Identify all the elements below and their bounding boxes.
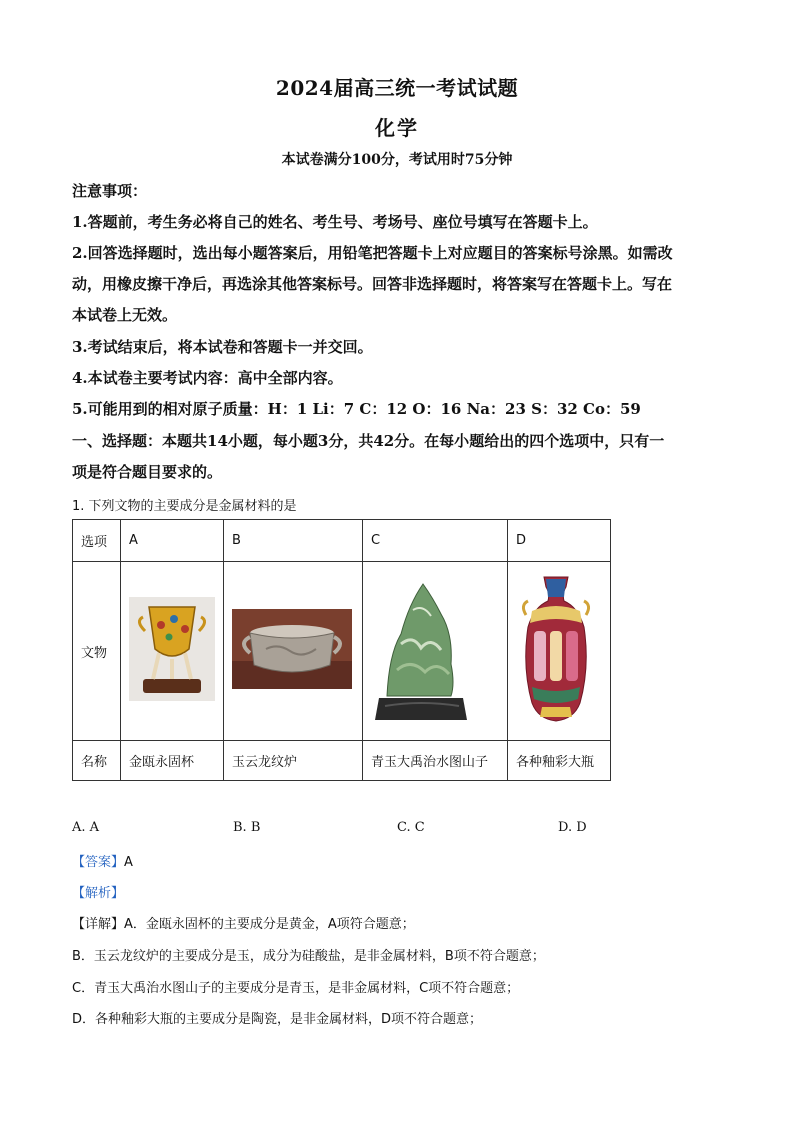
- table-row: [73, 520, 611, 562]
- note-2-line-2: 动，用橡皮擦干净后，再选涂其他答案标号。回答非选择题时，将答案写在答题卡上。写在: [72, 275, 673, 293]
- note-3: 3.考试结束后，将本试卷和答题卡一并交回。: [72, 338, 373, 356]
- subject-title: 化学: [375, 116, 419, 140]
- choice-d: D. D: [558, 820, 587, 835]
- table-row: [73, 562, 611, 741]
- analysis-tag: 【解析】: [72, 886, 125, 901]
- section1-line-2: 项是符合题目要求的。: [72, 463, 223, 481]
- table-row: [73, 741, 611, 781]
- table-cell-option-d: D: [508, 520, 611, 562]
- answer-line: [72, 851, 133, 870]
- choice-c: C. C: [397, 820, 425, 835]
- detail-a-line: [72, 913, 415, 932]
- table-cell-image-label: 文物: [73, 562, 121, 741]
- table-cell-option-b: B: [224, 520, 363, 562]
- table-cell-image-d: [508, 562, 611, 741]
- jade-censer-image: [232, 609, 352, 689]
- table-cell-name-c: 青玉大禹治水图山子: [363, 741, 508, 781]
- note-2-line-1: 2.回答选择题时，选出每小题答案后，用铅笔把答题卡上对应题目的答案标号涂黑。如需改: [72, 244, 673, 262]
- table-cell-image-a: [121, 562, 224, 741]
- table-cell-header-label: 选项: [73, 520, 121, 562]
- artifact-table: [72, 519, 611, 781]
- note-5: 5.可能用到的相对原子质量：H：1 Li：7 C：12 O：16 Na：23 S：32 Co：59: [72, 400, 641, 418]
- jade-mountain-image: [371, 574, 471, 724]
- table-cell-name-label: 名称: [73, 741, 121, 781]
- table-cell-image-b: [224, 562, 363, 741]
- answer-tag: 【答案】: [72, 855, 125, 870]
- note-2-line-3: 本试卷上无效。: [72, 306, 178, 324]
- porcelain-vase-image: [516, 571, 596, 727]
- choice-a: A. A: [72, 820, 100, 835]
- table-cell-name-d: 各种釉彩大瓶: [508, 741, 611, 781]
- detail-d: D．各种釉彩大瓶的主要成分是陶瓷，是非金属材料，D项不符合题意；: [72, 1012, 483, 1027]
- choice-b: B. B: [233, 820, 261, 835]
- exam-title: 2024届高三统一考试试题: [275, 76, 519, 100]
- table-cell-option-a: A: [121, 520, 224, 562]
- question-1-stem: 1. 下列文物的主要成分是金属材料的是: [72, 499, 297, 514]
- detail-tag: 【详解】: [72, 917, 125, 932]
- table-cell-name-b: 玉云龙纹炉: [224, 741, 363, 781]
- golden-cup-image: [129, 597, 215, 701]
- note-1: 1.答题前，考生务必将自己的姓名、考生号、考场号、座位号填写在答题卡上。: [72, 213, 598, 231]
- table-cell-option-c: C: [363, 520, 508, 562]
- answer-value: A: [124, 855, 133, 870]
- table-cell-image-c: [363, 562, 508, 741]
- note-4: 4.本试卷主要考试内容：高中全部内容。: [72, 369, 343, 387]
- detail-a: A．金瓯永固杯的主要成分是黄金，A项符合题意；: [124, 917, 415, 932]
- notes-heading: 注意事项：: [72, 182, 148, 200]
- detail-b: B．玉云龙纹炉的主要成分是玉，成分为硅酸盐，是非金属材料，B项不符合题意；: [72, 949, 545, 964]
- table-cell-name-a: 金瓯永固杯: [121, 741, 224, 781]
- detail-c: C．青玉大禹治水图山子的主要成分是青玉，是非金属材料，C项不符合题意；: [72, 981, 520, 996]
- section1-line-1: 一、选择题：本题共14小题，每小题3分，共42分。在每小题给出的四个选项中，只有一: [72, 432, 665, 450]
- exam-info: 本试卷满分100分，考试用时75分钟: [281, 152, 513, 168]
